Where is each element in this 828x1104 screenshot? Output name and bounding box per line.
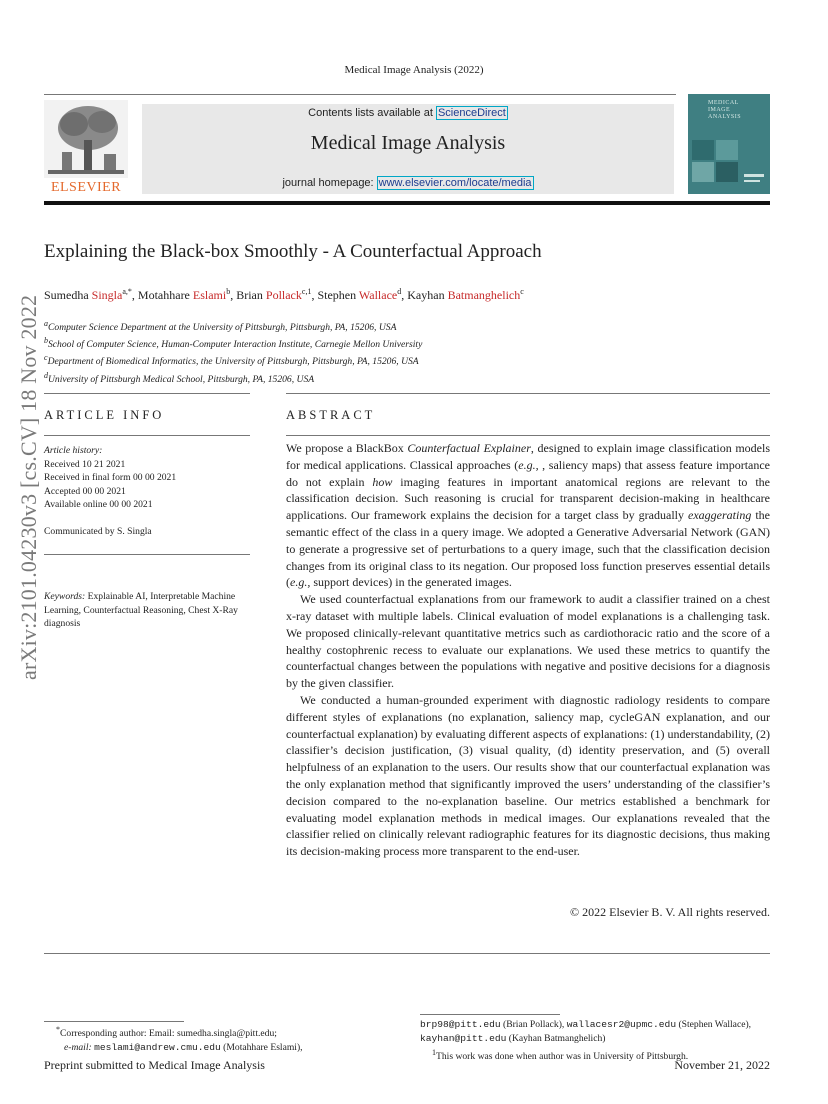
- email-note: brp98@pitt.edu (Brian Pollack), wallacesr2@upmc.edu (Stephen Wallace), kayhan@pitt.edu (Kayhan Batmanghelich): [420, 1019, 752, 1044]
- preprint-note: Preprint submitted to Medical Image Analysis: [44, 1058, 265, 1072]
- author-first: Motahhare: [137, 288, 193, 302]
- homepage-link[interactable]: www.elsevier.com/locate/media: [378, 177, 532, 189]
- emphasis: exaggerating: [688, 508, 752, 523]
- keywords-label: Keywords:: [44, 591, 86, 602]
- top-rule: [44, 94, 676, 95]
- preprint-date: November 21, 2022: [674, 1058, 770, 1072]
- keywords: [44, 590, 244, 631]
- cover-title: MEDICAL IMAGE ANALYSIS: [708, 100, 742, 120]
- emphasis: Counterfactual Explainer: [407, 441, 531, 455]
- homepage-prefix: journal homepage:: [282, 177, 377, 189]
- author-last[interactable]: Batmanghelich: [447, 288, 521, 302]
- email-link[interactable]: wallacesr2@upmc.edu: [566, 1019, 677, 1030]
- homepage-line: [142, 177, 674, 189]
- footnote-left: [44, 1023, 374, 1055]
- masthead-rule: [44, 201, 770, 205]
- sciencedirect-link[interactable]: ScienceDirect: [437, 107, 506, 119]
- abstract-paragraph: We conducted a human-grounded experiment with diagnostic radiology residents to compare different styles of explanations (no explanation, saliency map, cycleGAN explanation, and our counterfactual explanation) by evaluating different aspects of explanations: (1) understandability, (2) classifier’s decision justification, (3) visual quality, (d) identity preservation, and (5) overall helpfulness of an explanation to the users. Our results show that our counterfactual explanation was the only explanation method that significantly improved the users’ understanding of the classifier’s decision compared to the no-explanation baseline. Our metrics established a benchmark for evaluating model explanation methods in medical images. Our explanations revealed that the classifier relied on clinically relevant radiographic features for its diagnostic decisions, thus making its decision-making process more transparent to the end-user.: [286, 692, 770, 859]
- footnote-1: $^1$This work was done when author was in University of Pittsburgh.: [432, 1048, 689, 1063]
- rule: [44, 554, 250, 555]
- abstract-body: [286, 440, 770, 860]
- history-item: Received in final form 00 00 2021: [44, 472, 177, 483]
- corresponding-note: *Corresponding author: Email: sumedha.singla@pitt.edu;: [56, 1025, 277, 1040]
- history-item: Available online 00 00 2021: [44, 499, 153, 510]
- running-head: Medical Image Analysis (2022): [344, 64, 484, 76]
- affiliation-line: $^c$Department of Biomedical Informatics, the University of Pittsburgh, Pittsburgh, PA, 15206, USA: [44, 353, 419, 368]
- elsevier-wordmark: ELSEVIER: [50, 180, 122, 195]
- author-sup: d: [397, 287, 402, 296]
- rule: [44, 435, 250, 436]
- author-first: Stephen: [317, 288, 359, 302]
- masthead-box: [142, 104, 674, 194]
- communicated-by: Communicated by S. Singla: [44, 526, 152, 537]
- contents-prefix: Contents lists available at: [308, 107, 436, 119]
- history-label: Article history:: [44, 445, 103, 456]
- author-first: Sumedha: [44, 288, 92, 302]
- abstract-paragraph: We propose a BlackBox Counterfactual Explainer, designed to explain image classification models for medical applications. Classical approaches (e.g., , saliency maps) that assess feature importance do not explain how imaging features in important anatomical regions are relevant to the classification decision. Such reasoning is crucial for transparent decision-making in healthcare applications. Our framework explains the decision for a target class by gradually exaggerating the semantic effect of the class in a query image. We adopted a Generative Adversarial Network (GAN) to generate a progressive set of perturbations to a query image, such that the classification decision changes from its original class to its negation. Our proposed loss function preserves essential details (e.g., support devices) in the generated images.: [286, 441, 771, 590]
- author-last[interactable]: Singla: [91, 288, 123, 302]
- emphasis: e.g.,: [290, 575, 311, 590]
- journal-cover: [688, 94, 770, 194]
- arxiv-stamp: arXiv:2101.04230v3 [cs.CV] 18 Nov 2022: [16, 294, 41, 680]
- rule: [44, 953, 770, 954]
- rule: [44, 393, 250, 394]
- cover-art-icon: [688, 94, 770, 194]
- article-history: [44, 444, 176, 512]
- author-last[interactable]: Pollack: [265, 288, 302, 302]
- email-note: e-mail: meslami@andrew.cmu.edu (Motahhare Eslami),: [64, 1042, 303, 1054]
- author-sup: a,*: [122, 287, 132, 296]
- email-link[interactable]: brp98@pitt.edu: [420, 1019, 501, 1030]
- paper-title: Explaining the Black-box Smoothly - A Counterfactual Approach: [44, 241, 542, 262]
- footnote-rule: [420, 1014, 560, 1015]
- author-last[interactable]: Wallace: [358, 288, 398, 302]
- emphasis: e.g.,: [518, 457, 539, 472]
- copyright: © 2022 Elsevier B. V. All rights reserved.: [570, 905, 770, 919]
- abstract-heading: ABSTRACT: [286, 408, 376, 422]
- abstract-paragraph: We used counterfactual explanations from our framework to audit a classifier trained on a chest x-ray dataset with multiple labels. Clinical evaluation of model explanations is a challenging task. We proposed clinically-relevant quantitative metrics such as cardiothoracic ratio and the score of a healthy costophrenic recess to evaluate our explanations. We used these metrics to quantify the counterfactual changes between the populations with negative and positive decisions for a diagnosis by the given classifier.: [286, 592, 770, 691]
- author-list: Sumedha Singla$^{a,*}$, Motahhare Eslami$^b$, Brian Pollack$^{c,1}$, Stephen Wallace$^d$, Kayhan Batmanghelich$^c$: [44, 287, 524, 302]
- affiliation-line: $^b$School of Computer Science, Human-Computer Interaction Institute, Carnegie Mellon University: [44, 336, 423, 351]
- author-last[interactable]: Eslami: [192, 288, 227, 302]
- contents-line: [142, 107, 674, 119]
- author-sup: b: [226, 287, 231, 296]
- keywords-text: Explainable AI, Interpretable Machine Learning, Counterfactual Reasoning, Chest X-Ray diagnosis: [44, 591, 238, 629]
- author-first: Kayhan: [407, 288, 448, 302]
- journal-name: Medical Image Analysis: [310, 132, 506, 154]
- emphasis: how: [372, 474, 393, 489]
- author-sup: c,1: [301, 287, 312, 296]
- footnote-rule: [44, 1021, 184, 1022]
- rule: [286, 393, 770, 394]
- article-info-heading: ARTICLE INFO: [44, 408, 165, 422]
- email-link[interactable]: meslami@andrew.cmu.edu: [94, 1042, 221, 1054]
- email-link[interactable]: kayhan@pitt.edu: [420, 1033, 507, 1044]
- author-first: Brian: [236, 288, 266, 302]
- affiliation-line: $^d$University of Pittsburgh Medical School, Pittsburgh, PA, 15206, USA: [44, 370, 315, 385]
- history-item: Received 10 21 2021: [44, 458, 126, 470]
- history-item: Accepted 00 00 2021: [44, 485, 126, 497]
- tree-icon: [44, 100, 128, 178]
- author-sup: c: [520, 287, 524, 296]
- elsevier-logo: [44, 100, 128, 196]
- rule: [286, 435, 770, 436]
- affiliation-line: $^a$Computer Science Department at the University of Pittsburgh, Pittsburgh, PA, 15206, USA: [44, 319, 397, 334]
- affiliations: [44, 317, 422, 386]
